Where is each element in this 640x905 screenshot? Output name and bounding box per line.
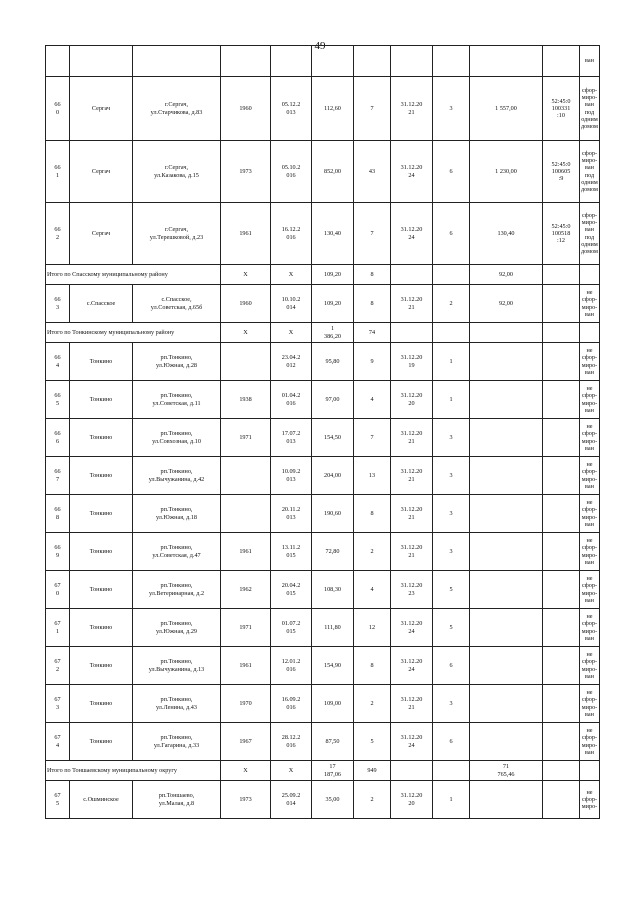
recognition-date-cell: 16.12.2 016 bbox=[271, 203, 312, 265]
residents-cell: 8 bbox=[354, 265, 391, 285]
cadastral-number-cell bbox=[543, 685, 580, 723]
locality-cell: Тонкино bbox=[70, 381, 133, 419]
land-area-cell: 1 557,00 bbox=[470, 77, 543, 141]
land-status-cell bbox=[580, 265, 600, 285]
residents-cell: 43 bbox=[354, 141, 391, 203]
stage-cell: 6 bbox=[433, 647, 470, 685]
record-number-cell: 67 2 bbox=[46, 647, 70, 685]
cadastral-number-cell bbox=[543, 46, 580, 77]
residents-cell: 4 bbox=[354, 571, 391, 609]
locality-cell: Тонкино bbox=[70, 723, 133, 761]
address-cell: рп.Тонкино, ул.Ветеринарная, д.2 bbox=[133, 571, 221, 609]
recognition-date-cell: 23.04.2 012 bbox=[271, 343, 312, 381]
residents-cell: 2 bbox=[354, 533, 391, 571]
land-status-cell: не сфор- миро- bbox=[580, 781, 600, 819]
area-cell: 154,90 bbox=[312, 647, 354, 685]
table-row bbox=[46, 141, 600, 203]
record-number-cell: 66 4 bbox=[46, 343, 70, 381]
area-cell: 109,20 bbox=[312, 285, 354, 323]
recognition-date-cell: Х bbox=[271, 761, 312, 781]
address-cell: рп.Тонкино, ул.Гагарина, д.33 bbox=[133, 723, 221, 761]
land-status-cell: не сфор- миро- ван bbox=[580, 285, 600, 323]
stage-cell: 3 bbox=[433, 77, 470, 141]
land-status-cell: не сфор- миро- ван bbox=[580, 571, 600, 609]
land-area-cell: 92,00 bbox=[470, 285, 543, 323]
stage-cell: 5 bbox=[433, 609, 470, 647]
planned-date-cell: 31.12.20 24 bbox=[391, 723, 433, 761]
land-area-cell: 130,40 bbox=[470, 203, 543, 265]
record-number-cell: 66 5 bbox=[46, 381, 70, 419]
area-cell bbox=[312, 46, 354, 77]
stage-cell: 3 bbox=[433, 419, 470, 457]
locality-cell: с.Ошминское bbox=[70, 781, 133, 819]
address-cell: рп.Тонкино, ул.Южная, д.28 bbox=[133, 343, 221, 381]
summary-label: Итого по Тоншаевскому муниципальному округу bbox=[46, 761, 221, 781]
area-cell: 87,50 bbox=[312, 723, 354, 761]
stage-cell: 3 bbox=[433, 533, 470, 571]
address-cell: рп.Тонкино, ул.Советская, д.11 bbox=[133, 381, 221, 419]
area-cell: 852,00 bbox=[312, 141, 354, 203]
address-cell: рп.Тонкино, ул.Советская, д.47 bbox=[133, 533, 221, 571]
table-row bbox=[46, 647, 600, 685]
recognition-date-cell: 16.09.2 016 bbox=[271, 685, 312, 723]
land-area-cell bbox=[470, 781, 543, 819]
table-row bbox=[46, 203, 600, 265]
record-number-cell: 66 1 bbox=[46, 141, 70, 203]
planned-date-cell bbox=[391, 323, 433, 343]
land-status-cell: не сфор- миро- ван bbox=[580, 723, 600, 761]
recognition-date-cell: 17.07.2 013 bbox=[271, 419, 312, 457]
year-built-cell bbox=[221, 457, 271, 495]
residents-cell: 12 bbox=[354, 609, 391, 647]
recognition-date-cell: 05.12.2 013 bbox=[271, 77, 312, 141]
housing-registry-table bbox=[45, 45, 600, 819]
area-cell: 95,80 bbox=[312, 343, 354, 381]
stage-cell bbox=[433, 761, 470, 781]
table-row bbox=[46, 533, 600, 571]
address-cell bbox=[133, 46, 221, 77]
year-built-cell: 1971 bbox=[221, 419, 271, 457]
record-number-cell: 66 3 bbox=[46, 285, 70, 323]
cadastral-number-cell bbox=[543, 571, 580, 609]
residents-cell: 8 bbox=[354, 285, 391, 323]
land-area-cell bbox=[470, 647, 543, 685]
recognition-date-cell: 10.10.2 014 bbox=[271, 285, 312, 323]
land-status-cell: сфор- миро- ван под одним домом bbox=[580, 141, 600, 203]
stage-cell: 3 bbox=[433, 495, 470, 533]
continued-row bbox=[46, 46, 600, 77]
stage-cell: 6 bbox=[433, 203, 470, 265]
year-built-cell: 1961 bbox=[221, 647, 271, 685]
table-row bbox=[46, 571, 600, 609]
table-row bbox=[46, 781, 600, 819]
record-number-cell: 66 2 bbox=[46, 203, 70, 265]
land-area-cell bbox=[470, 419, 543, 457]
record-number-cell: 66 9 bbox=[46, 533, 70, 571]
year-built-cell: 1961 bbox=[221, 203, 271, 265]
planned-date-cell: 31.12.20 21 bbox=[391, 457, 433, 495]
planned-date-cell: 31.12.20 21 bbox=[391, 685, 433, 723]
cadastral-number-cell bbox=[543, 781, 580, 819]
cadastral-number-cell bbox=[543, 609, 580, 647]
planned-date-cell: 31.12.20 21 bbox=[391, 77, 433, 141]
recognition-date-cell bbox=[271, 46, 312, 77]
residents-cell: 7 bbox=[354, 77, 391, 141]
cadastral-number-cell: 52:45:0 100331 :10 bbox=[543, 77, 580, 141]
residents-cell: 2 bbox=[354, 781, 391, 819]
locality-cell: Тонкино bbox=[70, 457, 133, 495]
area-cell: 72,80 bbox=[312, 533, 354, 571]
locality-cell: Тонкино bbox=[70, 419, 133, 457]
land-area-cell bbox=[470, 343, 543, 381]
address-cell: рп.Тонкино, ул.Южная, д.29 bbox=[133, 609, 221, 647]
planned-date-cell: 31.12.20 23 bbox=[391, 571, 433, 609]
record-number-cell: 67 0 bbox=[46, 571, 70, 609]
land-status-cell: не сфор- миро- ван bbox=[580, 457, 600, 495]
land-status-cell: не сфор- миро- ван bbox=[580, 381, 600, 419]
address-cell: рп.Тоншаево, ул.Малая, д.8 bbox=[133, 781, 221, 819]
recognition-date-cell: 13.11.2 015 bbox=[271, 533, 312, 571]
address-cell: рп.Тонкино, ул.Южная, д.18 bbox=[133, 495, 221, 533]
record-number-cell: 66 8 bbox=[46, 495, 70, 533]
stage-cell: 1 bbox=[433, 343, 470, 381]
record-number-cell: 66 0 bbox=[46, 77, 70, 141]
residents-cell: 7 bbox=[354, 419, 391, 457]
record-number-cell: 67 1 bbox=[46, 609, 70, 647]
recognition-date-cell: 01.04.2 016 bbox=[271, 381, 312, 419]
recognition-date-cell: 25.09.2 014 bbox=[271, 781, 312, 819]
planned-date-cell: 31.12.20 24 bbox=[391, 647, 433, 685]
land-status-cell: не сфор- миро- ван bbox=[580, 685, 600, 723]
planned-date-cell: 31.12.20 21 bbox=[391, 495, 433, 533]
cadastral-number-cell bbox=[543, 533, 580, 571]
cadastral-number-cell bbox=[543, 285, 580, 323]
table-row bbox=[46, 419, 600, 457]
recognition-date-cell: 20.11.2 013 bbox=[271, 495, 312, 533]
locality-cell: Тонкино bbox=[70, 647, 133, 685]
stage-cell: 6 bbox=[433, 723, 470, 761]
table-row bbox=[46, 381, 600, 419]
stage-cell: 3 bbox=[433, 685, 470, 723]
table-row bbox=[46, 723, 600, 761]
land-area-cell: 71 765,46 bbox=[470, 761, 543, 781]
stage-cell: 6 bbox=[433, 141, 470, 203]
cadastral-number-cell bbox=[543, 381, 580, 419]
residents-cell: 8 bbox=[354, 647, 391, 685]
locality-cell: Тонкино bbox=[70, 343, 133, 381]
year-built-cell: Х bbox=[221, 323, 271, 343]
summary-label: Итого по Тонкинскому муниципальному району bbox=[46, 323, 221, 343]
cadastral-number-cell bbox=[543, 457, 580, 495]
address-cell: рп.Тонкино, ул.Вычужанина, д.13 bbox=[133, 647, 221, 685]
recognition-date-cell: Х bbox=[271, 265, 312, 285]
cadastral-number-cell bbox=[543, 419, 580, 457]
recognition-date-cell: 05.10.2 016 bbox=[271, 141, 312, 203]
year-built-cell: 1973 bbox=[221, 141, 271, 203]
address-cell: с.Спасское, ул.Советская, д.65б bbox=[133, 285, 221, 323]
summary-row bbox=[46, 265, 600, 285]
year-built-cell: 1971 bbox=[221, 609, 271, 647]
record-number-cell: 66 7 bbox=[46, 457, 70, 495]
address-cell: г.Сергач, ул.Казакова, д.15 bbox=[133, 141, 221, 203]
year-built-cell: 1938 bbox=[221, 381, 271, 419]
planned-date-cell: 31.12.20 21 bbox=[391, 285, 433, 323]
record-number-cell: 67 5 bbox=[46, 781, 70, 819]
locality-cell bbox=[70, 46, 133, 77]
land-status-cell: не сфор- миро- ван bbox=[580, 647, 600, 685]
land-status-cell: сфор- миро- ван под одним домом bbox=[580, 77, 600, 141]
planned-date-cell: 31.12.20 21 bbox=[391, 419, 433, 457]
land-status-cell bbox=[580, 323, 600, 343]
recognition-date-cell: 28.12.2 016 bbox=[271, 723, 312, 761]
recognition-date-cell: 10.09.2 013 bbox=[271, 457, 312, 495]
recognition-date-cell: 20.04.2 015 bbox=[271, 571, 312, 609]
table-row bbox=[46, 457, 600, 495]
table-row bbox=[46, 77, 600, 141]
year-built-cell: 1960 bbox=[221, 285, 271, 323]
locality-cell: Тонкино bbox=[70, 533, 133, 571]
residents-cell: 74 bbox=[354, 323, 391, 343]
area-cell: 154,50 bbox=[312, 419, 354, 457]
stage-cell: 5 bbox=[433, 571, 470, 609]
area-cell: 204,00 bbox=[312, 457, 354, 495]
land-area-cell: 1 230,00 bbox=[470, 141, 543, 203]
table-row bbox=[46, 685, 600, 723]
land-status-cell: не сфор- миро- ван bbox=[580, 343, 600, 381]
locality-cell: Сергач bbox=[70, 141, 133, 203]
stage-cell: 2 bbox=[433, 285, 470, 323]
record-number-cell: 66 6 bbox=[46, 419, 70, 457]
residents-cell bbox=[354, 46, 391, 77]
area-cell: 109,20 bbox=[312, 265, 354, 285]
planned-date-cell bbox=[391, 761, 433, 781]
table-row bbox=[46, 343, 600, 381]
year-built-cell: Х bbox=[221, 265, 271, 285]
address-cell: рп.Тонкино, ул.Совхозная, д.10 bbox=[133, 419, 221, 457]
residents-cell: 949 bbox=[354, 761, 391, 781]
address-cell: рп.Тонкино, ул.Вычужанина, д.42 bbox=[133, 457, 221, 495]
address-cell: г.Сергач, ул.Старчикова, д.83 bbox=[133, 77, 221, 141]
page-number: 49 bbox=[314, 40, 326, 52]
area-cell: 111,80 bbox=[312, 609, 354, 647]
area-cell: 109,00 bbox=[312, 685, 354, 723]
area-cell: 108,30 bbox=[312, 571, 354, 609]
cadastral-number-cell bbox=[543, 761, 580, 781]
area-cell: 1 386,20 bbox=[312, 323, 354, 343]
locality-cell: Сергач bbox=[70, 203, 133, 265]
stage-cell bbox=[433, 323, 470, 343]
residents-cell: 2 bbox=[354, 685, 391, 723]
record-number-cell bbox=[46, 46, 70, 77]
land-status-cell: не сфор- миро- ван bbox=[580, 419, 600, 457]
planned-date-cell: 31.12.20 24 bbox=[391, 609, 433, 647]
year-built-cell: 1973 bbox=[221, 781, 271, 819]
locality-cell: с.Спасское bbox=[70, 285, 133, 323]
year-built-cell: Х bbox=[221, 761, 271, 781]
stage-cell bbox=[433, 46, 470, 77]
year-built-cell: 1967 bbox=[221, 723, 271, 761]
year-built-cell: 1970 bbox=[221, 685, 271, 723]
cadastral-number-cell bbox=[543, 723, 580, 761]
year-built-cell: 1962 bbox=[221, 571, 271, 609]
year-built-cell bbox=[221, 46, 271, 77]
summary-row bbox=[46, 761, 600, 781]
planned-date-cell bbox=[391, 46, 433, 77]
residents-cell: 9 bbox=[354, 343, 391, 381]
year-built-cell: 1961 bbox=[221, 533, 271, 571]
cadastral-number-cell bbox=[543, 343, 580, 381]
locality-cell: Тонкино bbox=[70, 495, 133, 533]
locality-cell: Тонкино bbox=[70, 685, 133, 723]
land-status-cell: сфор- миро- ван под одним домом bbox=[580, 203, 600, 265]
cadastral-number-cell bbox=[543, 495, 580, 533]
planned-date-cell: 31.12.20 24 bbox=[391, 141, 433, 203]
year-built-cell: 1960 bbox=[221, 77, 271, 141]
land-area-cell bbox=[470, 46, 543, 77]
land-status-cell bbox=[580, 761, 600, 781]
land-area-cell bbox=[470, 457, 543, 495]
area-cell: 17 187,06 bbox=[312, 761, 354, 781]
cadastral-number-cell bbox=[543, 647, 580, 685]
residents-cell: 4 bbox=[354, 381, 391, 419]
record-number-cell: 67 4 bbox=[46, 723, 70, 761]
land-area-cell bbox=[470, 609, 543, 647]
land-area-cell bbox=[470, 723, 543, 761]
planned-date-cell bbox=[391, 265, 433, 285]
land-area-cell bbox=[470, 495, 543, 533]
land-status-cell: не сфор- миро- ван bbox=[580, 495, 600, 533]
address-cell: г.Сергач, ул.Терешковой, д.23 bbox=[133, 203, 221, 265]
land-area-cell bbox=[470, 381, 543, 419]
land-status-cell: не сфор- миро- ван bbox=[580, 533, 600, 571]
land-area-cell: 92,00 bbox=[470, 265, 543, 285]
table-row bbox=[46, 285, 600, 323]
area-cell: 97,00 bbox=[312, 381, 354, 419]
land-status-cell: ван bbox=[580, 46, 600, 77]
recognition-date-cell: 01.07.2 015 bbox=[271, 609, 312, 647]
area-cell: 130,40 bbox=[312, 203, 354, 265]
land-area-cell bbox=[470, 533, 543, 571]
year-built-cell bbox=[221, 495, 271, 533]
planned-date-cell: 31.12.20 21 bbox=[391, 533, 433, 571]
stage-cell bbox=[433, 265, 470, 285]
land-area-cell bbox=[470, 323, 543, 343]
recognition-date-cell: Х bbox=[271, 323, 312, 343]
cadastral-number-cell: 52:45:0 100605 :9 bbox=[543, 141, 580, 203]
planned-date-cell: 31.12.20 20 bbox=[391, 381, 433, 419]
residents-cell: 13 bbox=[354, 457, 391, 495]
area-cell: 35,00 bbox=[312, 781, 354, 819]
planned-date-cell: 31.12.20 19 bbox=[391, 343, 433, 381]
year-built-cell bbox=[221, 343, 271, 381]
area-cell: 112,60 bbox=[312, 77, 354, 141]
stage-cell: 1 bbox=[433, 381, 470, 419]
locality-cell: Тонкино bbox=[70, 571, 133, 609]
cadastral-number-cell bbox=[543, 323, 580, 343]
address-cell: рп.Тонкино, ул.Ленина, д.43 bbox=[133, 685, 221, 723]
summary-label: Итого по Спасскому муниципальному району bbox=[46, 265, 221, 285]
planned-date-cell: 31.12.20 20 bbox=[391, 781, 433, 819]
land-status-cell: не сфор- миро- ван bbox=[580, 609, 600, 647]
stage-cell: 3 bbox=[433, 457, 470, 495]
residents-cell: 5 bbox=[354, 723, 391, 761]
record-number-cell: 67 3 bbox=[46, 685, 70, 723]
residents-cell: 7 bbox=[354, 203, 391, 265]
land-area-cell bbox=[470, 571, 543, 609]
cadastral-number-cell: 52:45:0 100518 :12 bbox=[543, 203, 580, 265]
planned-date-cell: 31.12.20 24 bbox=[391, 203, 433, 265]
land-area-cell bbox=[470, 685, 543, 723]
area-cell: 190,60 bbox=[312, 495, 354, 533]
table-row bbox=[46, 609, 600, 647]
locality-cell: Тонкино bbox=[70, 609, 133, 647]
residents-cell: 8 bbox=[354, 495, 391, 533]
recognition-date-cell: 12.01.2 016 bbox=[271, 647, 312, 685]
cadastral-number-cell bbox=[543, 265, 580, 285]
locality-cell: Сергач bbox=[70, 77, 133, 141]
stage-cell: 1 bbox=[433, 781, 470, 819]
summary-row bbox=[46, 323, 600, 343]
table-row bbox=[46, 495, 600, 533]
